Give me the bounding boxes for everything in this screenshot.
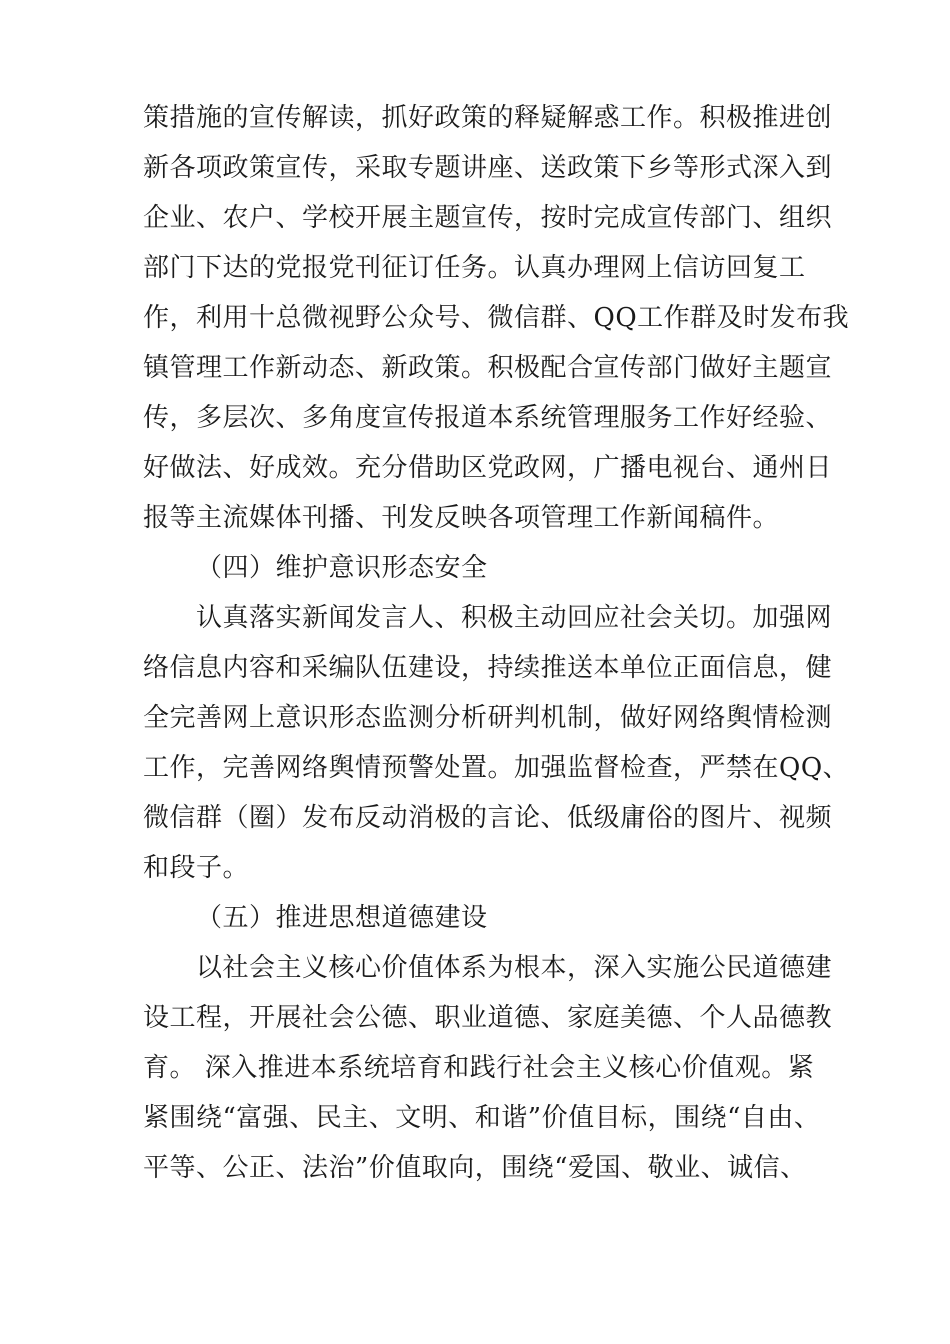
paragraph-line: 微信群（圈）发布反动消极的言论、低级庸俗的图片、视频 — [143, 803, 833, 833]
paragraph-line: 以社会主义核心价值体系为根本，深入实施公民道德建 — [196, 953, 833, 983]
paragraph-line: 和段子。 — [143, 853, 250, 883]
section-heading: （四）维护意识形态安全 — [196, 553, 488, 583]
paragraph-line: 好做法、好成效。充分借助区党政网，广播电视台、通州日 — [143, 453, 833, 483]
section-heading: （五）推进思想道德建设 — [196, 903, 488, 933]
paragraph-line: 育。 深入推进本系统培育和践行社会主义核心价值观。紧 — [143, 1053, 815, 1083]
paragraph-line: 认真落实新闻发言人、积极主动回应社会关切。加强网 — [196, 603, 833, 633]
paragraph-line: 络信息内容和采编队伍建设，持续推送本单位正面信息，健 — [143, 653, 833, 683]
paragraph-line: 平等、公正、法治”价值取向，围绕“爱国、敬业、诚信、 — [143, 1153, 807, 1183]
paragraph-line: 报等主流媒体刊播、刊发反映各项管理工作新闻稿件。 — [143, 503, 780, 533]
paragraph-line: 企业、农户、学校开展主题宣传，按时完成宣传部门、组织 — [143, 203, 833, 233]
paragraph-line: 工作，完善网络舆情预警处置。加强监督检查，严禁在QQ、 — [143, 753, 850, 783]
paragraph-line: 镇管理工作新动态、新政策。积极配合宣传部门做好主题宣 — [143, 353, 833, 383]
paragraph-line: 设工程，开展社会公德、职业道德、家庭美德、个人品德教 — [143, 1003, 833, 1033]
paragraph-line: 部门下达的党报党刊征订任务。认真办理网上信访回复工 — [143, 253, 806, 283]
paragraph-line: 新各项政策宣传，采取专题讲座、送政策下乡等形式深入到 — [143, 153, 833, 183]
paragraph-line: 全完善网上意识形态监测分析研判机制，做好网络舆情检测 — [143, 703, 833, 733]
paragraph-line: 传，多层次、多角度宣传报道本系统管理服务工作好经验、 — [143, 403, 833, 433]
paragraph-line: 作，利用十总微视野公众号、微信群、QQ工作群及时发布我 — [143, 303, 850, 333]
paragraph-line: 策措施的宣传解读，抓好政策的释疑解惑工作。积极推进创 — [143, 103, 833, 133]
paragraph-line: 紧围绕“富强、民主、文明、和谐”价值目标，围绕“自由、 — [143, 1103, 821, 1133]
